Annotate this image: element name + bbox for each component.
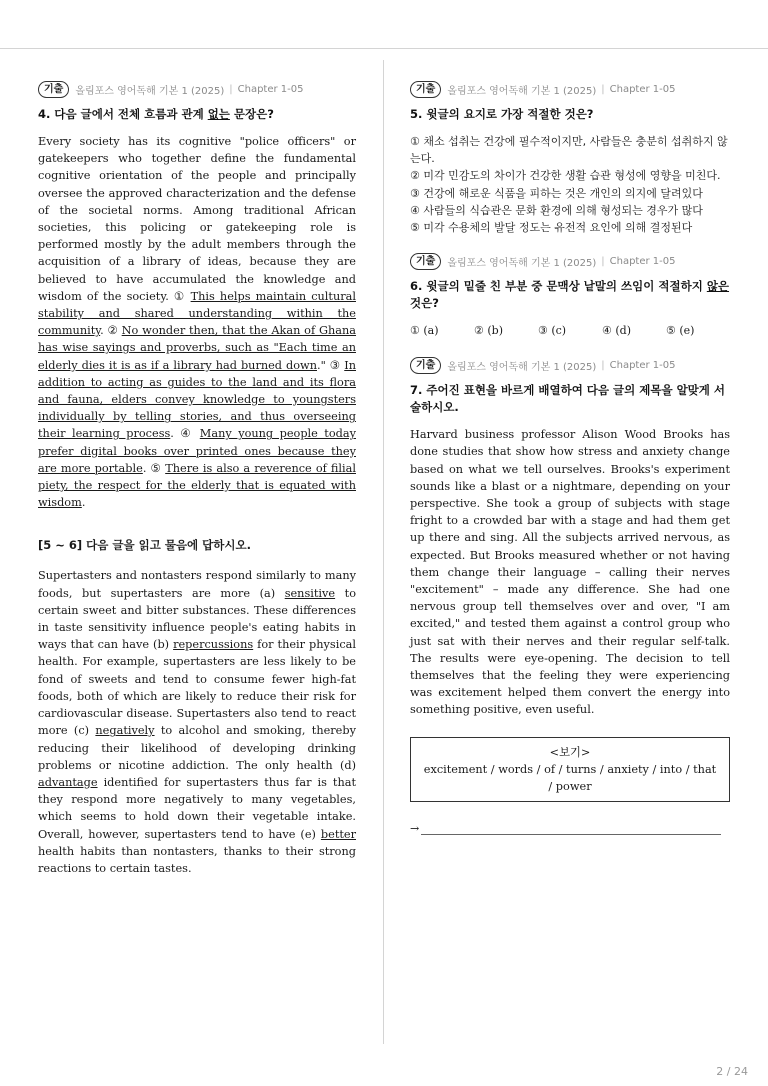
source-tag: 기출 올림포스 영어독해 기본 1 (2025) | Chapter 1-05 (410, 252, 730, 270)
word-a: sensitive (284, 586, 336, 600)
q7-block (410, 356, 730, 834)
q6-option-5[interactable]: ⑤ (e) (666, 324, 695, 338)
q5-block (410, 80, 730, 236)
page-number: 2 / 24 (716, 1065, 748, 1078)
source-chapter: Chapter 1-05 (237, 83, 304, 95)
arrow-icon: → (410, 821, 420, 835)
word-box (410, 737, 730, 802)
sentence-2: No wonder then, that the Akan of Ghana has wise sayings and proverbs, such as "Each time an elderly dies it is as if a library had burned down (38, 324, 357, 372)
q6-option-3[interactable]: ③ (c) (538, 324, 567, 338)
sentence-1: This helps maintain cultural stability and shared understanding within the community (38, 289, 356, 338)
q4-title: 4. 다음 글에서 전체 흐름과 관계 없는 문장은? (38, 107, 274, 121)
left-column (38, 80, 356, 877)
word-b: repercussions (173, 638, 254, 652)
q6-options (410, 322, 730, 340)
top-rule (0, 48, 768, 49)
q5-title: 5. 윗글의 요지로 가장 적절한 것은? (410, 107, 594, 121)
q4-passage: Every society has its cognitive "police officers" or gatekeepers who together define the fundamental cognitive orientation of the people and principally oversee the approved characterization and the defense of the societal norms. Among traditional African societies, this policing or gatekeeping role is performed mostly by the adult members through the acquisition of a library of ideas, because they are believed to have accumulated the knowledge and wisdom of the society. ① This helps maintain cultural stability and shared understanding within the community. ② No wonder then, that the Akan of Ghana has wise sayings and proverbs, such as "Each time an elderly dies it is as if a library had burned down." ③ In addition to acting as guides to the land and its flora and fauna, elders convey knowledge to youngsters individually by telling stories, and thus overseeing their learning process. ④ Many young people today prefer digital books over printed ones because they are more portable. ⑤ There is also a reverence of filial piety, the respect for the elderly that is equated with wisdom. (38, 135, 357, 510)
q6-title: 6. 윗글의 밑줄 친 부분 중 문맥상 낱말의 쓰임이 적절하지 않은 것은? (410, 279, 730, 311)
source-tag: 기출 올림포스 영어독해 기본 1 (2025) | Chapter 1-05 (38, 80, 356, 98)
q5-option-4[interactable]: ④ 사람들의 식습관은 문화 환경에 의해 형성되는 경우가 많다 (410, 203, 703, 217)
sentence-4: Many young people today prefer digital books over printed ones because they are more portable (38, 427, 356, 475)
q5-option-5[interactable]: ⑤ 미각 수용체의 발달 정도는 유전적 요인에 의해 결정된다 (410, 221, 693, 235)
sentence-5: There is also a reverence of filial piety, the respect for the elderly that is equated with wisdom (38, 461, 356, 510)
section-5-6-title: [5 ~ 6] 다음 글을 읽고 물음에 답하시오. (38, 538, 251, 553)
q5-option-2[interactable]: ② 미각 민감도의 차이가 건강한 생활 습관 형성에 영향을 미친다. (410, 169, 721, 183)
word-d: advantage (38, 775, 98, 789)
column-divider (383, 60, 384, 1044)
q7-title: 7. 주어진 표현을 바르게 배열하여 다음 글의 제목을 알맞게 서술하시오. (410, 383, 726, 415)
sentence-3: In addition to acting as guides to the land and its flora and fauna, elders convey knowledge to youngsters individually by telling stories, and thus overseeing their learning process (38, 358, 356, 441)
source-book: 올림포스 영어독해 기본 1 (2025) (75, 85, 225, 97)
right-column (410, 80, 730, 851)
q5-option-1[interactable]: ① 채소 섭취는 건강에 필수적이지만, 사람들은 충분히 섭취하지 않는다. (410, 135, 728, 166)
q5-options (410, 133, 730, 236)
passage-5-6: Supertasters and nontasters respond similarly to many foods, but supertasters are more (a) sensitive to certain sweet and bitter substances. These differences in taste sensitivity influence people's eating habits in ways that can have (b) repercussions for their physical health. For example, supertasters are less likely to be fond of sweets and tend to consume fewer high-fat foods, both of which are likely to reduce their risk for cardiovascular disease. Supertasters also tend to react more (c) negatively to alcohol and smoking, thereby reducing their likelihood of developing drinking problems or nicotine addiction. The only health (d) advantage identified for supertasters thus far is that they respond more negatively to many vegetables, which seems to hold down their vegetable intake. Overall, however, supertasters tend to have (e) better health habits than nontasters, thanks to their strong reactions to certain tastes. (38, 569, 356, 875)
q6-option-2[interactable]: ② (b) (474, 324, 503, 338)
source-tag: 기출 올림포스 영어독해 기본 1 (2025) | Chapter 1-05 (410, 80, 730, 98)
q6-option-1[interactable]: ① (a) (410, 324, 439, 338)
word-c: negatively (95, 724, 155, 738)
q6-option-4[interactable]: ④ (d) (602, 324, 631, 338)
q5-option-3[interactable]: ③ 건강에 해로운 식품을 피하는 것은 개인의 의지에 달려있다 (410, 186, 703, 200)
answer-line[interactable] (410, 822, 730, 835)
word-e: better (320, 827, 356, 841)
q7-passage: Harvard business professor Alison Wood Brooks has done studies that show how stress and anxiety change based on what we tell ourselves. Brooks's experiment sounds like a blast or a nightmare, depending on your perspective. She took a group of subjects with stage fright to a crowded bar with a stage and had them get up there and sing. All the subjects arrived nervous, as expected. But Brooks measured whether or not having them change their language – calling their nerves "excitement" – made any difference. She had one nervous group tell themselves over and over, "I am excited," and tested them against a control group who just sat with their nerves and their regular self-talk. The results were eye-opening. The decision to tell themselves that the feeling they were experiencing was excitement helped them convert the energy into something positive, even useful. (410, 428, 730, 717)
source-tag: 기출 올림포스 영어독해 기본 1 (2025) | Chapter 1-05 (410, 356, 730, 374)
q6-block (410, 252, 730, 340)
word-box-title: <보기> (549, 745, 591, 759)
source-badge: 기출 (38, 81, 69, 98)
word-box-words: excitement / words / of / turns / anxiety / into / that / power (423, 762, 717, 793)
